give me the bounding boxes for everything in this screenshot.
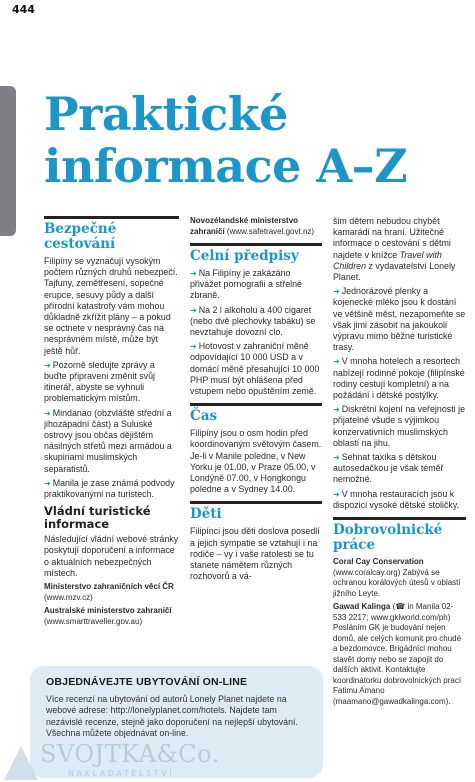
- bullet-text: Mindanao (obzvláště střední a jihozápadní část) a Suluské ostrovy jsou občas dějištěm násilných střetů mezi armádou a skupinami muslimských separatistů.: [44, 407, 172, 474]
- arrow-icon: ➜: [190, 269, 197, 278]
- paragraph: [333, 216, 466, 283]
- page-title: [44, 88, 464, 192]
- bullet-item: [44, 478, 179, 500]
- column-1: [44, 216, 179, 630]
- arrow-icon: ➜: [333, 357, 340, 367]
- box-text: Více recenzí na ubytování od autorů Lonely Planet najdete na webové adrese: http://lonelyplanet.com/hotels. Najdete tam nezávislé recenze, stejně jako doporučení na nejlepší ubytování. Všechna můžete objednávat on-line.: [46, 694, 298, 738]
- heading-vladni-informace: Vládní turistické informace: [44, 504, 151, 532]
- page-number: 444: [12, 3, 35, 16]
- section-rule: [190, 243, 322, 246]
- bullet-text: Hotovost v zahraniční měně odpovídající 10 000 USD a v domácí měně přesahující 10 000 PHP musí být ohlášena před vstupem nebo opuštěním země.: [190, 341, 320, 397]
- heading-bezpecne-cestovani: Bezpečné cestování: [44, 221, 117, 252]
- box-title: OBJEDNÁVEJTE UBYTOVÁNÍ ON-LINE: [46, 676, 248, 688]
- org-name: Gawad Kalinga: [333, 602, 391, 612]
- paragraph: Následující vládní webové stránky poskytují doporučení a informace o aktuálních nebezpečných místech.: [44, 534, 179, 578]
- publisher-name: SVOJTKA&Co.: [40, 740, 220, 768]
- paragraph: Filipínci jsou děti doslova posedlí a jejich sympatie se vztahují i na rodiče – vy i vaše ratolesti se tu stanete námětem různých rozhovorů a vá-: [190, 526, 320, 582]
- book-title: Travel with Children: [333, 249, 442, 271]
- arrow-icon: ➜: [190, 342, 197, 352]
- arrow-icon: ➜: [333, 489, 340, 499]
- publisher-logo-icon: [4, 746, 38, 780]
- bullet-item: [44, 408, 179, 475]
- paragraph-text: z vydavatelství Lonely Planet.: [333, 260, 456, 283]
- bullet-text: V mnoha hotelech a resortech nabízejí rodinné pokoje (filipínské rodiny cestují kompletní) a na požádání i dětské postýlky.: [333, 356, 465, 401]
- gov-url[interactable]: (www.mzv.cz): [44, 592, 93, 602]
- paragraph: Filipíny se vyznačují vysokým počtem různých druhů nebezpečí. Tajfuny, zemětřesení, sopečné erupce, sesuvy půdy a další přírodní katastrofy vám mohou důkladně zkřížit plány – a pokud se octnete v nesprávný čas na nesprávném místě, může být ještě hůř.: [44, 256, 178, 356]
- column-3: [333, 216, 466, 710]
- org-entry: [333, 602, 466, 707]
- bullet-text: V mnoha restauracích jsou k dispozici vysoké dětské stoličky.: [333, 488, 460, 510]
- arrow-icon: ➜: [333, 405, 340, 415]
- bullet-item: [44, 360, 179, 405]
- bullet-text: Jednorázové plenky a kojenecké mléko jsou k dostání ve většině měst, nezapomeňte se však jimi zásobit na jakoukoli výpravu mimo běžné turistické trasy.: [333, 286, 466, 353]
- bullet-item: [333, 286, 466, 353]
- arrow-icon: ➜: [44, 408, 51, 418]
- heading-dobrovolnicke-prace: Dobrovolnické práce: [333, 522, 443, 554]
- bullet-item: [190, 305, 322, 339]
- column-2: [190, 216, 322, 585]
- publisher-subtitle: NAKLADATELSTVÍ: [68, 769, 175, 778]
- section-rule: [190, 403, 322, 406]
- heading-deti: Děti: [190, 506, 222, 523]
- section-rule: [190, 501, 322, 504]
- gov-name: Ministerstvo zahraničních věcí ČR: [44, 582, 174, 592]
- bullet-text: Na 2 l alkoholu a 400 cigaret (nebo dvě plechovky tabáku) se nevztahuje dovozní clo.: [190, 304, 316, 338]
- gov-url[interactable]: (www.smarttraveller.gov.au): [44, 616, 143, 626]
- heading-cas: Čas: [190, 408, 218, 425]
- gov-name: Novozélandské ministerstvo zahraničí: [190, 216, 299, 236]
- section-rule: [44, 216, 179, 219]
- arrow-icon: ➜: [333, 287, 340, 297]
- bullet-text: Manila je zase známá podvody praktikovanými na turistech.: [44, 477, 175, 500]
- publisher-watermark: [4, 738, 244, 782]
- bullet-item: [333, 489, 466, 511]
- heading-celni-predpisy: Celní předpisy: [190, 248, 299, 264]
- gov-entry: [44, 582, 179, 603]
- arrow-icon: ➜: [44, 478, 51, 488]
- bullet-item: [333, 404, 466, 449]
- bullet-text: Na Filipíny je zakázáno přivážet pornografii a střelné zbraně.: [190, 268, 302, 301]
- bullet-item: [333, 356, 466, 401]
- bullet-text: Sehnat taxíka s dětskou autosedačkou je však téměř nemožné.: [333, 452, 444, 485]
- gov-url[interactable]: (www.safetravel.govt.nz): [226, 226, 315, 236]
- org-text: (☎ in Manila 02-533 2217; www.gklworld.com/ph) Posláním GK je budování nejen domů, ale celých komunit pro chudé a bezdomovce. Brigádníci mohou stavět domy nebo se zapojit do dalších aktivit. Kontaktujte koordinátorku dobrovolnických prací Fatimu Amano (maamano@gawadkalinga.com).: [333, 602, 462, 706]
- gov-entry: [190, 216, 322, 237]
- title-line-2: informace A–Z: [44, 139, 408, 193]
- org-text: (www.coralcay.org) Zabývá se ochranou korálových útesů v oblasti jižního Leyte.: [333, 567, 461, 598]
- gov-entry: [44, 606, 179, 627]
- bullet-text: Diskrétní kojení na veřejnosti je přijatelné všude s výjimkou konzervativních muslimských oblastí na jihu.: [333, 404, 466, 448]
- bullet-text: Pozorně sledujte zprávy a buďte připraveni změnit svůj itinerář, abyste se vyhnuli problematickým místům.: [44, 359, 156, 404]
- section-rule: [333, 517, 466, 520]
- bullet-item: [190, 341, 322, 397]
- arrow-icon: ➜: [44, 360, 51, 370]
- paragraph-text: šim dětem nebudou chybět kamarádi na hraní. Užitečné informace o cestování s dětmi najdete v knížce: [333, 216, 451, 260]
- org-name: Coral Cay Conservation: [333, 557, 424, 567]
- bullet-item: [333, 452, 466, 486]
- org-entry: [333, 557, 466, 599]
- paragraph: Filipíny jsou o osm hodin před koordinovaným světovým časem. Je-li v Manile poledne, v New Yorku je 01.00, v Praze 05.00, v Londýně 07.00, v Hongkongu poledne a v Sydney 14.00.: [190, 428, 322, 495]
- arrow-icon: ➜: [333, 453, 340, 463]
- gov-name: Australské ministerstvo zahraničí: [44, 606, 172, 616]
- chapter-tab: [0, 86, 16, 236]
- arrow-icon: ➜: [190, 305, 197, 315]
- bullet-item: [190, 268, 322, 302]
- title-line-1: Praktické: [44, 87, 288, 141]
